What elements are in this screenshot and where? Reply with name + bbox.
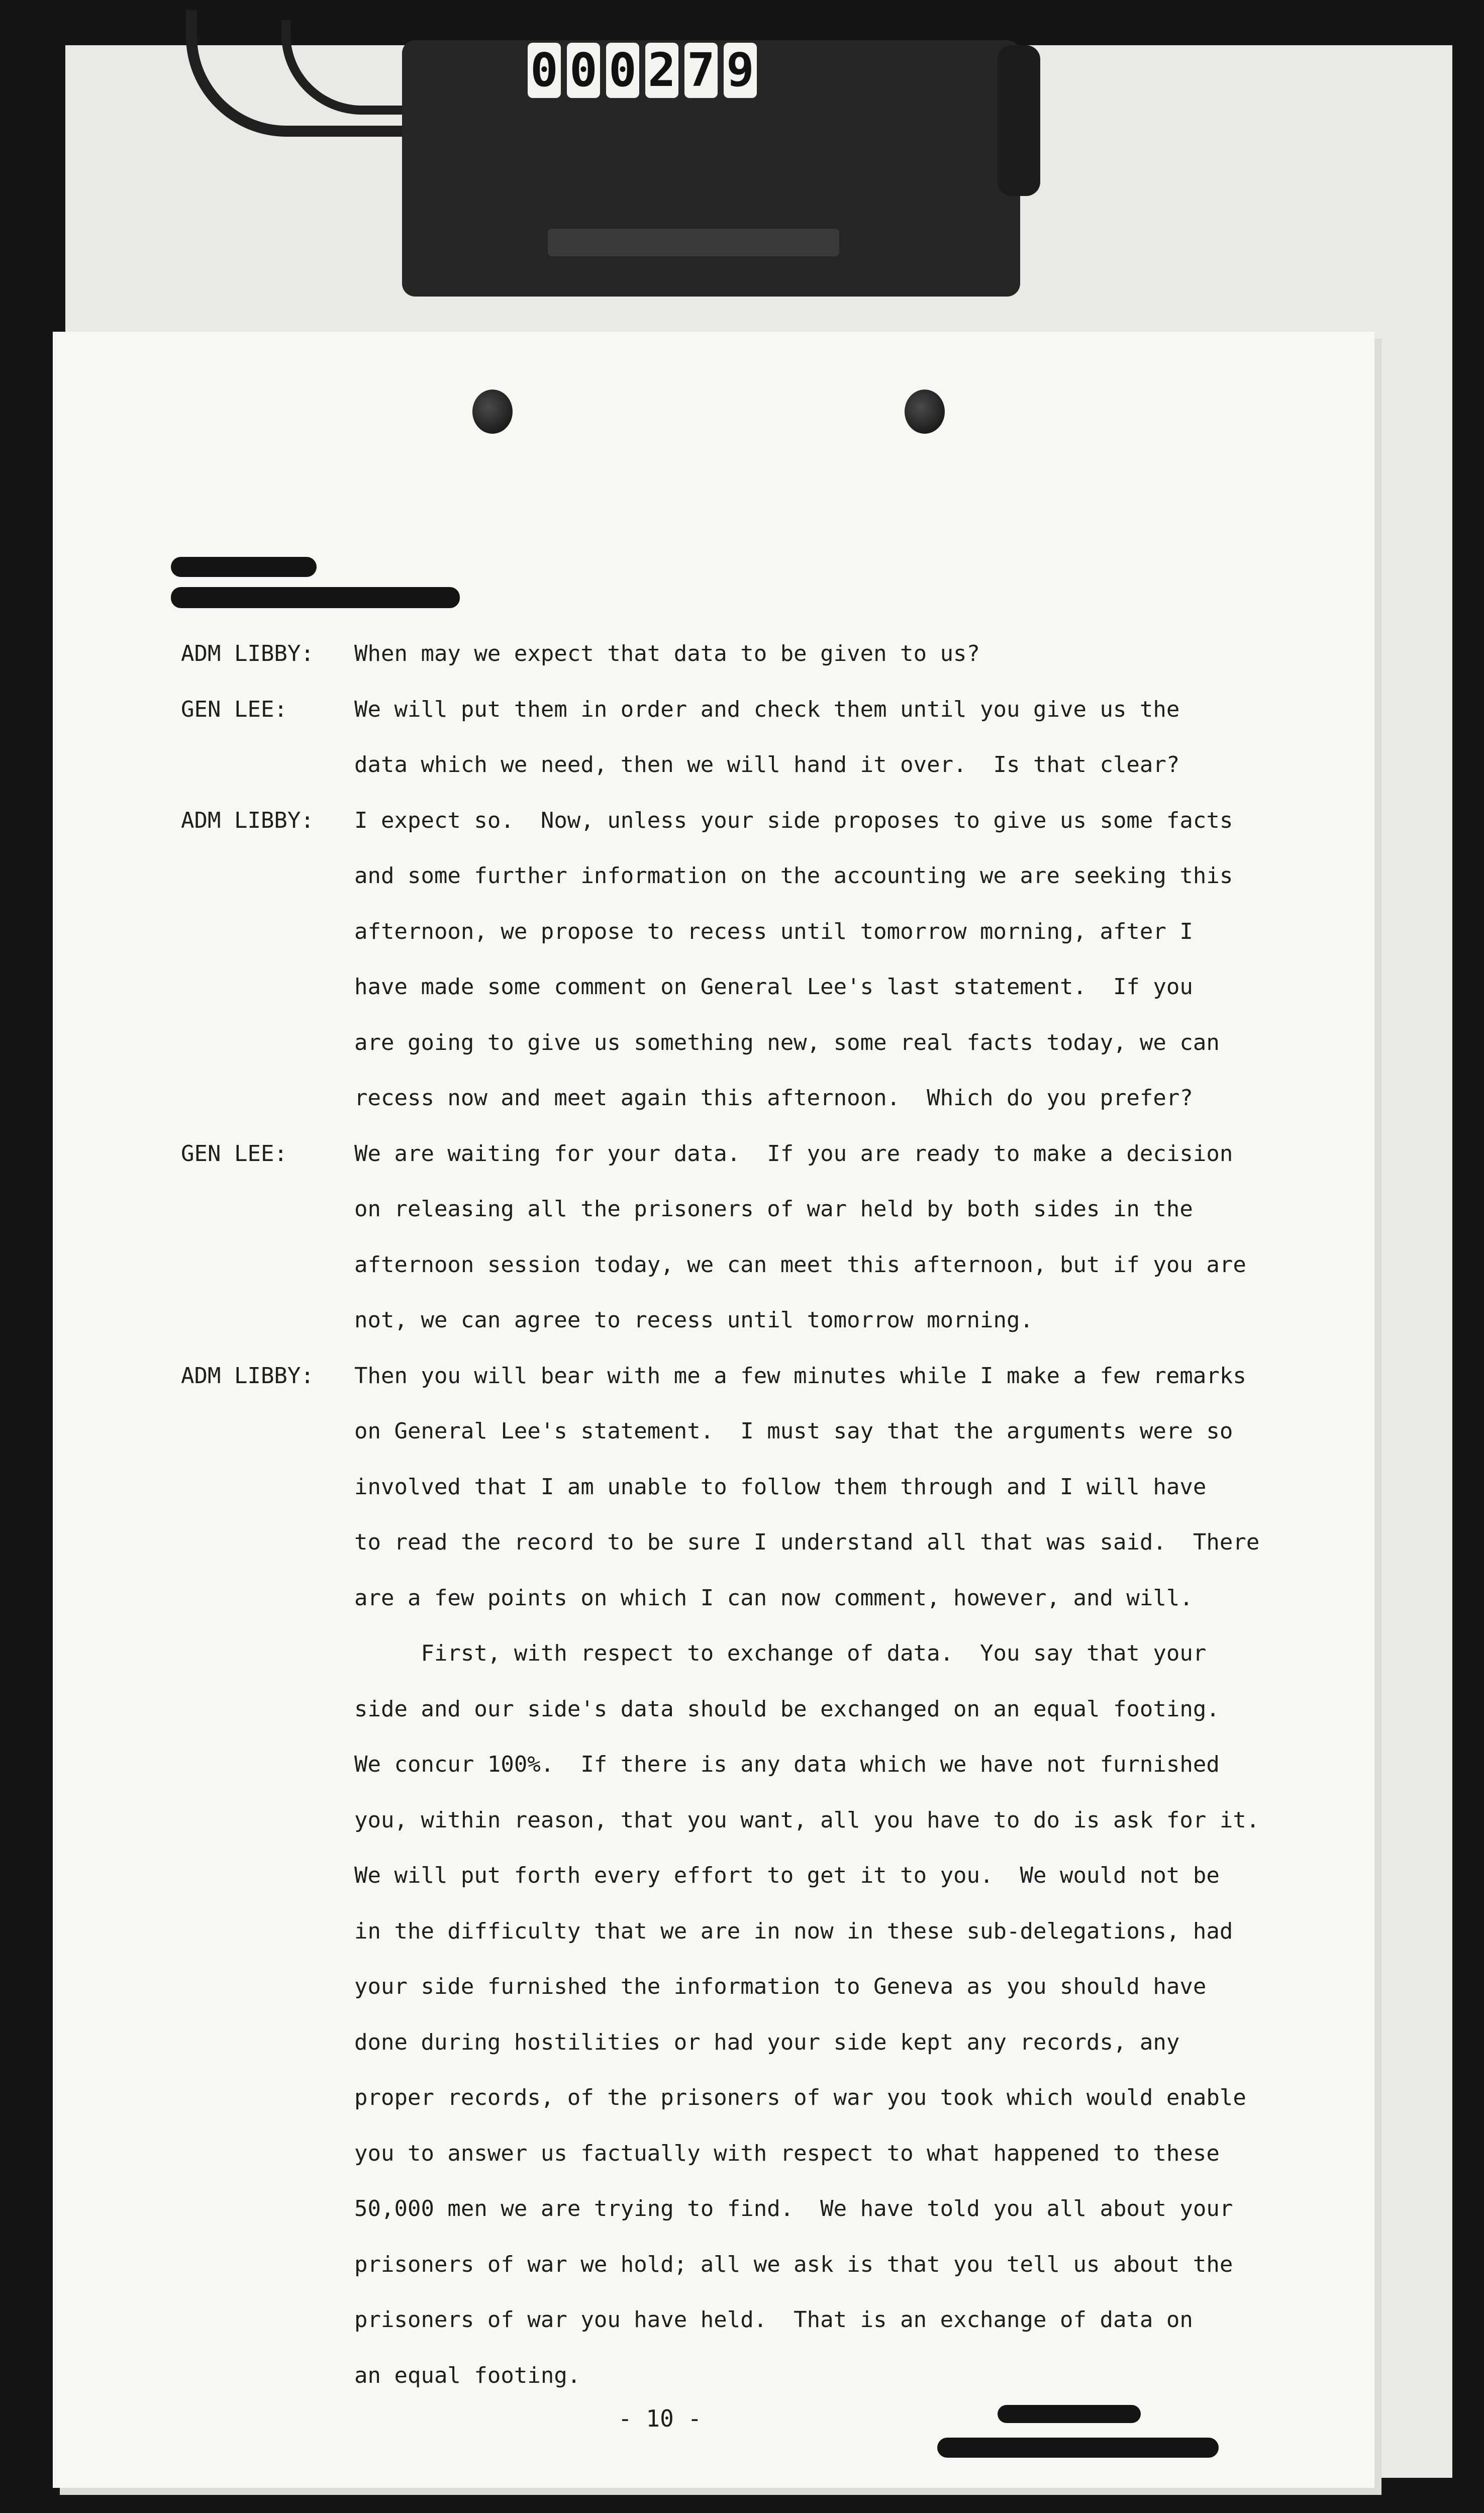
- transcript-text: on releasing all the prisoners of war held by both sides in the: [354, 1196, 1193, 1222]
- transcript-text: on General Lee's statement. I must say that the arguments were so: [354, 1418, 1233, 1444]
- punch-hole-left: [472, 390, 513, 434]
- transcript-text: not, we can agree to recess until tomorrow morning.: [354, 1307, 1034, 1333]
- speaker-label: GEN LEE:: [181, 1141, 287, 1167]
- transcript-text: an equal footing.: [354, 2363, 581, 2388]
- counter-digit: 9: [724, 43, 757, 98]
- transcript-text: you to answer us factually with respect to what happened to these: [354, 2141, 1220, 2166]
- transcript-text: to read the record to be sure I understand all that was said. There: [354, 1529, 1260, 1555]
- transcript-text: side and our side's data should be exchanged on an equal footing.: [354, 1696, 1220, 1722]
- redaction-bar-bottom-2: [937, 2438, 1219, 2458]
- transcript-text: 50,000 men we are trying to find. We have told you all about your: [354, 2196, 1233, 2221]
- transcript-text: We will put them in order and check them until you give us the: [354, 697, 1180, 722]
- transcript-text: are going to give us something new, some real facts today, we can: [354, 1030, 1220, 1055]
- redaction-bar-top-1: [171, 557, 317, 577]
- page-number: - 10 -: [618, 2405, 702, 2432]
- transcript-text: proper records, of the prisoners of war you took which would enable: [354, 2085, 1246, 2110]
- transcript-text: done during hostilities or had your side kept any records, any: [354, 2029, 1180, 2055]
- counter-digit: 0: [528, 43, 561, 98]
- transcript-text: prisoners of war we hold; all we ask is that you tell us about the: [354, 2252, 1233, 2277]
- punch-hole-right: [905, 390, 945, 434]
- transcript-text: have made some comment on General Lee's last statement. If you: [354, 974, 1193, 1000]
- transcript-text: First, with respect to exchange of data. You say that your: [354, 1640, 1207, 1666]
- speaker-label: ADM LIBBY:: [181, 808, 314, 833]
- counter-slot: [548, 229, 839, 256]
- frame-counter-digits: [528, 43, 757, 98]
- counter-digit: 0: [567, 43, 600, 98]
- counter-digit: 0: [606, 43, 639, 98]
- transcript-text: We are waiting for your data. If you are ready to make a decision: [354, 1141, 1233, 1167]
- counter-digit: 2: [645, 43, 678, 98]
- transcript-text: your side furnished the information to Geneva as you should have: [354, 1974, 1207, 1999]
- redaction-bar-bottom-1: [998, 2405, 1141, 2423]
- transcript-text: you, within reason, that you want, all you have to do is ask for it.: [354, 1807, 1260, 1833]
- speaker-label: ADM LIBBY:: [181, 641, 314, 666]
- transcript-text: afternoon session today, we can meet this afternoon, but if you are: [354, 1252, 1246, 1278]
- counter-digit: 7: [684, 43, 718, 98]
- speaker-label: ADM LIBBY:: [181, 1363, 314, 1389]
- transcript-text: and some further information on the accounting we are seeking this: [354, 863, 1233, 889]
- transcript-text: We will put forth every effort to get it to you. We would not be: [354, 1863, 1220, 1888]
- transcript-text: data which we need, then we will hand it over. Is that clear?: [354, 752, 1180, 778]
- transcript-text: in the difficulty that we are in now in these sub-delegations, had: [354, 1918, 1233, 1944]
- speaker-label: GEN LEE:: [181, 697, 287, 722]
- transcript-text: are a few points on which I can now comment, however, and will.: [354, 1585, 1193, 1611]
- transcript-text: afternoon, we propose to recess until tomorrow morning, after I: [354, 919, 1193, 944]
- redaction-bar-top-2: [171, 587, 460, 608]
- transcript-text: recess now and meet again this afternoon. Which do you prefer?: [354, 1085, 1193, 1111]
- transcript-text: When may we expect that data to be given to us?: [354, 641, 980, 666]
- transcript-text: We concur 100%. If there is any data which we have not furnished: [354, 1752, 1220, 1777]
- counter-knob: [998, 45, 1040, 196]
- transcript-text: I expect so. Now, unless your side proposes to give us some facts: [354, 808, 1233, 833]
- transcript-text: Then you will bear with me a few minutes while I make a few remarks: [354, 1363, 1246, 1389]
- transcript-text: prisoners of war you have held. That is an exchange of data on: [354, 2307, 1193, 2333]
- transcript-text: involved that I am unable to follow them through and I will have: [354, 1474, 1207, 1500]
